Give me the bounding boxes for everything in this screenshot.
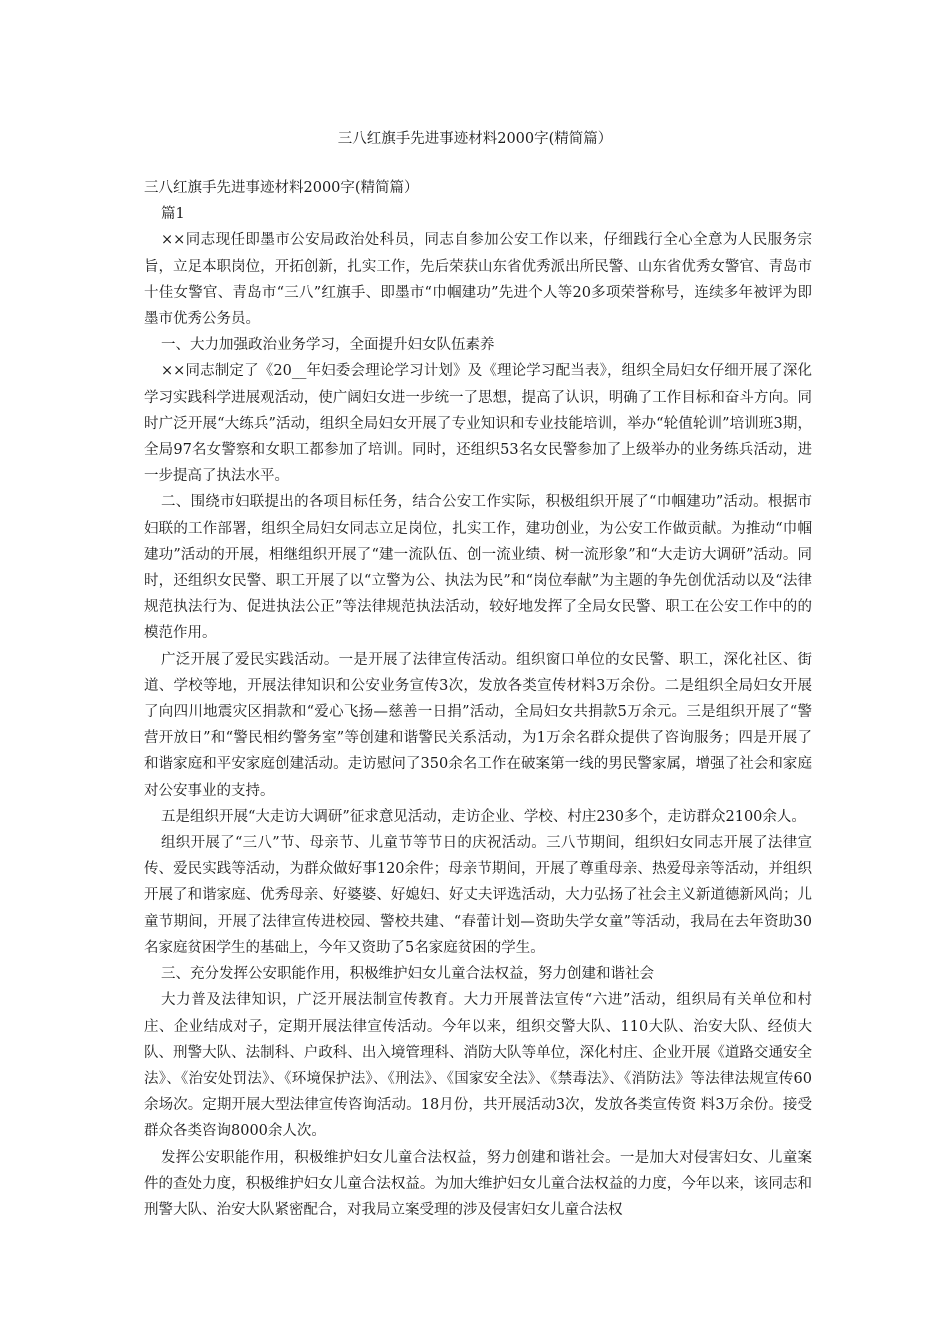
section-label: 篇1 bbox=[161, 206, 185, 223]
document-title: 三八红旗手先进事迹材料2000字(精简篇） bbox=[337, 131, 613, 147]
paragraph: 五是组织开展“大走访大调研”征求意见活动，走访企业、学校、村庄230多个，走访群众2100余人。 bbox=[161, 808, 806, 825]
document-subtitle: 三八红旗手先进事迹材料2000字(精简篇） bbox=[144, 180, 419, 196]
paragraph: ××同志制定了《20__年妇委会理论学习计划》及《理论学习配当表》，组织全局妇女仔细开展了深化学习实践科学进展观活动，使广阔妇女进一步统一了思想，提高了认识，明确了工作目标和奋斗方向。同时广泛开展“大练兵”活动，组织全局妇女开展了专业知识和专业技能培训，举办“轮值轮训”培训班3期，全局97名女警察和女职工都参加了培训。同时，还组织53名女民警参加了上级举办的业务练兵活动，进一步提高了执法水平。 bbox=[144, 363, 812, 485]
paragraph: ××同志现任即墨市公安局政治处科员，同志自参加公安工作以来，仔细践行全心全意为人民服务宗旨，立足本职岗位，开拓创新，扎实工作，先后荣获山东省优秀派出所民警、山东省优秀女警官、青岛市十佳女警官、青岛市“三八”红旗手、即墨市“巾帼建功”先进个人等20多项荣誉称号，连续多年被评为即墨市优秀公务员。 bbox=[144, 232, 812, 328]
paragraph: 大力普及法律知识，广泛开展法制宣传教育。大力开展普法宣传“六进”活动，组织局有关单位和村庄、企业结成对子，定期开展法律宣传活动。今年以来，组织交警大队、110大队、治安大队、经侦大队、刑警大队、法制科、户政科、出入境管理科、消防大队等单位，深化村庄、企业开展《道路交通安全法》、《治安处罚法》、《环境保护法》、《刑法》、《国家安全法》、《禁毒法》、《消防法》等法律法规宣传60余场次。定期开展大型法律宣传咨询活动。18月份，共开展活动3次，发放各类宣传资 料3万余份。接受群众各类咨询8000余人次。 bbox=[144, 992, 812, 1140]
paragraph: 广泛开展了爱民实践活动。一是开展了法律宣传活动。组织窗口单位的女民警、职工，深化社区、街道、学校等地，开展法律知识和公安业务宣传3次，发放各类宣传材料3万余份。二是组织全局妇女开展了向四川地震灾区捐款和“爱心飞扬—慈善一日捐”活动，全局妇女共捐款5万余元。三是组织开展了“警营开放日”和“警民相约警务室”等创建和谐警民关系活动，为1万余名群众提供了咨询服务；四是开展了和谐家庭和平安家庭创建活动。走访慰问了350余名工作在破案第一线的男民警家属，增强了社会和家庭对公安事业的支持。 bbox=[144, 651, 812, 799]
paragraph: 二、围绕市妇联提出的各项目标任务，结合公安工作实际，积极组织开展了“巾帼建功”活动。根据市妇联的工作部署，组织全局妇女同志立足岗位，扎实工作，建功创业，为公安工作做贡献。为推动“巾帼建功”活动的开展，相继组织开展了“建一流队伍、创一流业绩、树一流形象”和“大走访大调研”活动。同时，还组织女民警、职工开展了以“立警为公、执法为民”和“岗位奉献”为主题的争先创优活动以及“法律规范执法行为、促进执法公正”等法律规范执法活动，较好地发挥了全局女民警、职工在公安工作中的的模范作用。 bbox=[144, 494, 812, 642]
section-heading: 一、大力加强政治业务学习，全面提升妇女队伍素养 bbox=[161, 337, 495, 354]
document-body bbox=[144, 175, 812, 1223]
section-heading: 三、充分发挥公安职能作用，积极维护妇女儿童合法权益，努力创建和谐社会 bbox=[161, 966, 654, 983]
paragraph: 组织开展了“三八”节、母亲节、儿童节等节日的庆祝活动。三八节期间，组织妇女同志开展了法律宣传、爱民实践等活动，为群众做好事120余件；母亲节期间，开展了尊重母亲、热爱母亲等活动，并组织开展了和谐家庭、优秀母亲、好婆婆、好媳妇、好丈夫评选活动，大力弘扬了社会主义新道德新风尚；儿童节期间，开展了法律宣传进校园、警校共建、“春蕾计划—资助失学女童”等活动，我局在去年资助30名家庭贫困学生的基础上，今年又资助了5名家庭贫困的学生。 bbox=[144, 835, 812, 956]
paragraph: 发挥公安职能作用，积极维护妇女儿童合法权益，努力创建和谐社会。一是加大对侵害妇女、儿童案件的查处力度，积极维护妇女儿童合法权益。为加大维护妇女儿童合法权益的力度，今年以来，该同志和刑警大队、治安大队紧密配合，对我局立案受理的涉及侵害妇女儿童合法权 bbox=[144, 1149, 812, 1218]
